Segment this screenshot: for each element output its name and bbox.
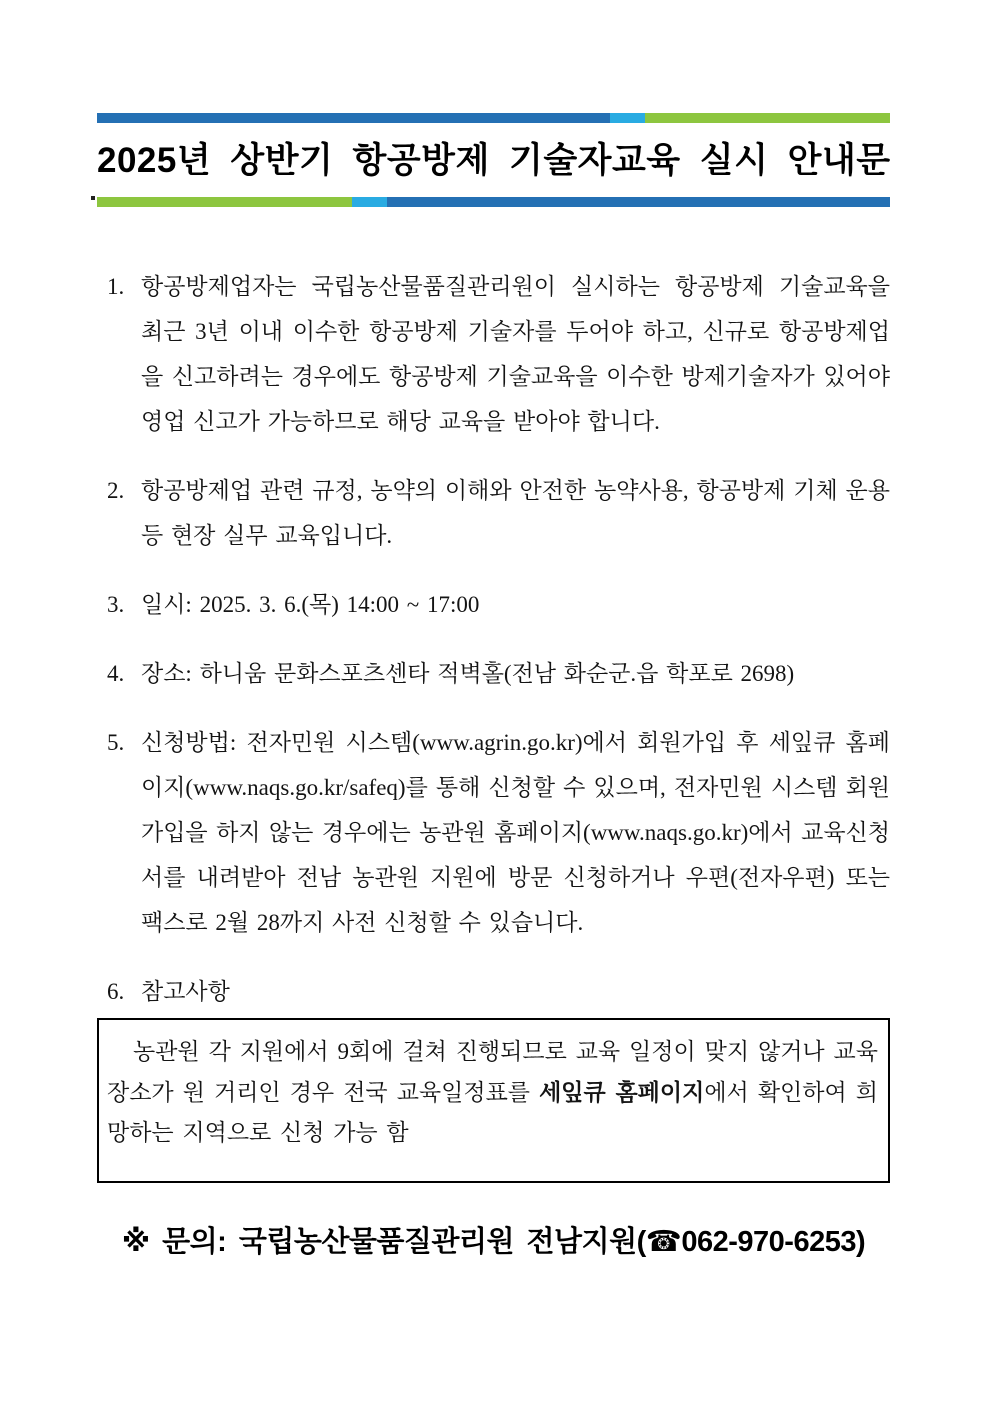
document-content xyxy=(97,113,890,1260)
list-item-4 xyxy=(97,651,890,696)
note-text-after: 에서 확인하여 희망하는 지역으로 신청 가능 함 xyxy=(107,1080,878,1145)
item-number: 6. xyxy=(107,979,125,1004)
top-bar-blue-segment xyxy=(97,113,610,123)
top-bar-green-segment xyxy=(645,113,890,123)
item-text: 신청방법: 전자민원 시스템(www.agrin.go.kr)에서 회원가입 후 세잎큐 홈페이지(www.naqs.go.kr/safeq)를 통해 신청할 수 있으며, 전자민원 시스템 회원가입을 하지 않는 경우에는 농관원 홈페이지(www.naqs.go.kr)에서 교육신청서를 내려받아 전남 농관원 지원에 방문 신청하거나 우편(전자우편) 또는 팩스로 2월 28까지 사전 신청할 수 있습니다. xyxy=(141,730,890,935)
title-banner xyxy=(97,113,890,207)
footer-contact: ※ 문의: 국립농산물품질관리원 전남지원(☎062-970-6253) xyxy=(121,1226,866,1258)
item-number: 1. xyxy=(107,274,125,299)
item-number: 2. xyxy=(107,478,125,503)
item-text: 항공방제업 관련 규정, 농약의 이해와 안전한 농약사용, 항공방제 기체 운용 등 현장 실무 교육입니다. xyxy=(141,478,890,548)
list-item-1 xyxy=(97,264,890,444)
item-text: 참고사항 xyxy=(141,979,230,1004)
list-item-6 xyxy=(97,969,890,1014)
list-item-2 xyxy=(97,468,890,558)
item-number: 4. xyxy=(107,661,125,686)
item-text: 일시: 2025. 3. 6.(목) 14:00 ~ 17:00 xyxy=(141,592,480,617)
bottom-bar-cyan-segment xyxy=(352,197,387,207)
note-text-before: 농관원 각 지원에서 9회에 걸쳐 진행되므로 교육 일정이 맞지 않거나 교육 장소가 원 거리인 경우 전국 교육일정표를 xyxy=(107,1039,878,1105)
note-text-bold: 세잎큐 홈페이지 xyxy=(539,1079,705,1105)
item-text: 장소: 하니움 문화스포츠센타 적벽홀(전남 화순군.읍 학포로 2698) xyxy=(141,661,795,686)
list-item-5 xyxy=(97,720,890,945)
page-title: 2025년 상반기 항공방제 기술자교육 실시 안내문 xyxy=(97,141,891,180)
note-box xyxy=(97,1018,890,1183)
list-item-3 xyxy=(97,582,890,627)
item-number: 3. xyxy=(107,592,125,617)
bottom-bar-blue-segment xyxy=(387,197,890,207)
item-text: 항공방제업자는 국립농산물품질관리원이 실시하는 항공방제 기술교육을 최근 3년 이내 이수한 항공방제 기술자를 두어야 하고, 신규로 항공방제업을 신고하려는 경우에도 항공방제 기술교육을 이수한 방제기술자가 있어야 영업 신고가 가능하므로 해당 교육을 받아야 합니다. xyxy=(141,274,890,434)
bottom-bar-green-segment xyxy=(97,197,352,207)
notice-list xyxy=(97,264,890,1014)
top-bar-cyan-segment xyxy=(610,113,645,123)
note-text xyxy=(107,1032,878,1153)
stray-dot-mark xyxy=(91,196,95,200)
item-number: 5. xyxy=(107,730,125,755)
banner-bottom-bar xyxy=(97,197,890,207)
banner-top-bar xyxy=(97,113,890,123)
